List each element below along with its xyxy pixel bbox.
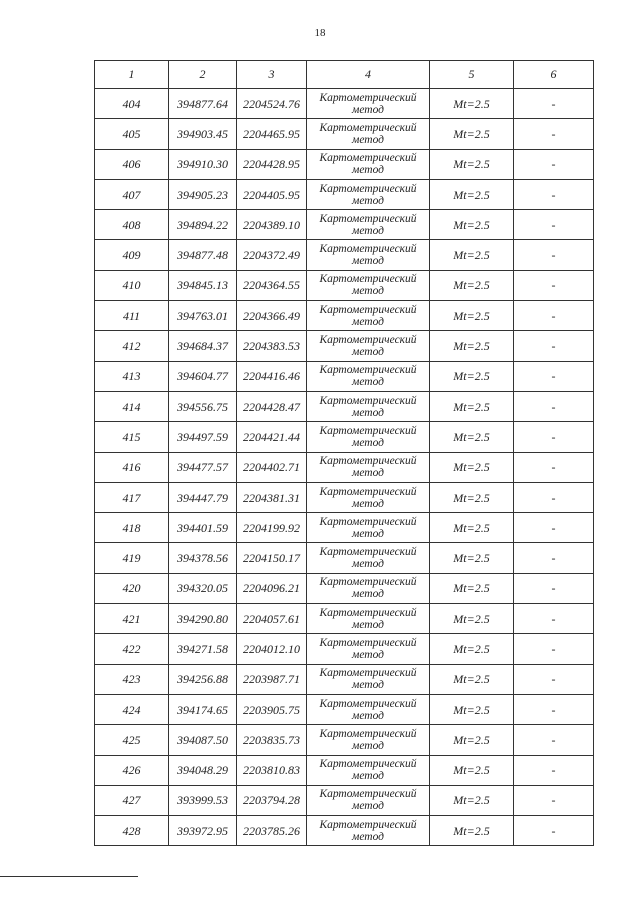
cell-point-number: 413	[95, 361, 169, 391]
method-line-1: Картометрический	[319, 212, 417, 225]
cell-note: -	[514, 482, 594, 512]
cell-accuracy: Mt=2.5	[430, 452, 514, 482]
cell-method	[307, 210, 430, 240]
cell-point-number: 406	[95, 149, 169, 179]
table-row	[95, 725, 594, 755]
cell-y: 2204416.46	[237, 361, 307, 391]
table-row	[95, 240, 594, 270]
cell-y: 2204012.10	[237, 634, 307, 664]
cell-method	[307, 422, 430, 452]
cell-note: -	[514, 543, 594, 573]
method-line-2: метод	[351, 709, 384, 722]
table-row	[95, 179, 594, 209]
footnote-rule	[0, 876, 138, 877]
cell-accuracy: Mt=2.5	[430, 725, 514, 755]
table-row	[95, 210, 594, 240]
cell-accuracy: Mt=2.5	[430, 664, 514, 694]
method-line-1: Картометрический	[319, 515, 417, 528]
method-line-2: метод	[351, 255, 384, 268]
cell-point-number: 414	[95, 391, 169, 421]
cell-point-number: 417	[95, 482, 169, 512]
cell-point-number: 422	[95, 634, 169, 664]
cell-point-number: 408	[95, 210, 169, 240]
cell-accuracy: Mt=2.5	[430, 694, 514, 724]
cell-method	[307, 331, 430, 361]
method-line-2: метод	[351, 648, 384, 661]
cell-y: 2204428.47	[237, 391, 307, 421]
cell-x: 394845.13	[169, 270, 237, 300]
cell-x: 394894.22	[169, 210, 237, 240]
cell-y: 2204383.53	[237, 331, 307, 361]
method-line-1: Картометрический	[319, 91, 417, 104]
header-row	[95, 61, 594, 89]
cell-x: 394877.64	[169, 89, 237, 119]
method-line-2: метод	[351, 436, 384, 449]
cell-note: -	[514, 240, 594, 270]
cell-accuracy: Mt=2.5	[430, 755, 514, 785]
cell-x: 394174.65	[169, 694, 237, 724]
method-line-1: Картометрический	[319, 485, 417, 498]
cell-note: -	[514, 573, 594, 603]
table-row	[95, 452, 594, 482]
method-line-2: метод	[351, 224, 384, 237]
coordinates-table	[94, 60, 594, 846]
method-line-1: Картометрический	[319, 788, 417, 801]
cell-accuracy: Mt=2.5	[430, 149, 514, 179]
cell-method	[307, 301, 430, 331]
cell-note: -	[514, 301, 594, 331]
cell-note: -	[514, 270, 594, 300]
cell-y: 2204096.21	[237, 573, 307, 603]
method-line-2: метод	[351, 194, 384, 207]
table-row	[95, 270, 594, 300]
cell-y: 2204364.55	[237, 270, 307, 300]
method-line-2: метод	[351, 103, 384, 116]
cell-method	[307, 391, 430, 421]
method-line-1: Картометрический	[319, 334, 417, 347]
cell-note: -	[514, 210, 594, 240]
cell-y: 2203835.73	[237, 725, 307, 755]
cell-accuracy: Mt=2.5	[430, 361, 514, 391]
method-line-1: Картометрический	[319, 758, 417, 771]
cell-accuracy: Mt=2.5	[430, 391, 514, 421]
col-header-method: 4	[307, 61, 430, 89]
cell-note: -	[514, 513, 594, 543]
cell-method	[307, 119, 430, 149]
method-line-1: Картометрический	[319, 727, 417, 740]
method-line-2: метод	[351, 618, 384, 631]
cell-method	[307, 240, 430, 270]
cell-accuracy: Mt=2.5	[430, 543, 514, 573]
cell-note: -	[514, 604, 594, 634]
cell-x: 394477.57	[169, 452, 237, 482]
cell-note: -	[514, 634, 594, 664]
cell-point-number: 415	[95, 422, 169, 452]
cell-method	[307, 664, 430, 694]
cell-accuracy: Mt=2.5	[430, 119, 514, 149]
table-body	[95, 89, 594, 846]
cell-point-number: 428	[95, 816, 169, 846]
cell-note: -	[514, 391, 594, 421]
method-line-1: Картометрический	[319, 152, 417, 165]
cell-method	[307, 452, 430, 482]
cell-point-number: 424	[95, 694, 169, 724]
cell-y: 2203785.26	[237, 816, 307, 846]
cell-y: 2203810.83	[237, 755, 307, 785]
cell-method	[307, 361, 430, 391]
col-header-note: 6	[514, 61, 594, 89]
cell-accuracy: Mt=2.5	[430, 634, 514, 664]
cell-accuracy: Mt=2.5	[430, 785, 514, 815]
cell-note: -	[514, 179, 594, 209]
cell-note: -	[514, 755, 594, 785]
method-line-1: Картометрический	[319, 121, 417, 134]
col-header-x: 2	[169, 61, 237, 89]
method-line-1: Картометрический	[319, 424, 417, 437]
method-line-1: Картометрический	[319, 303, 417, 316]
cell-method	[307, 179, 430, 209]
cell-point-number: 405	[95, 119, 169, 149]
cell-point-number: 423	[95, 664, 169, 694]
method-line-2: метод	[351, 739, 384, 752]
cell-x: 394087.50	[169, 725, 237, 755]
cell-x: 394256.88	[169, 664, 237, 694]
method-line-2: метод	[351, 770, 384, 783]
cell-note: -	[514, 664, 594, 694]
cell-note: -	[514, 785, 594, 815]
cell-x: 394048.29	[169, 755, 237, 785]
method-line-2: метод	[351, 285, 384, 298]
cell-y: 2204421.44	[237, 422, 307, 452]
cell-x: 394320.05	[169, 573, 237, 603]
method-line-2: метод	[351, 315, 384, 328]
method-line-1: Картометрический	[319, 364, 417, 377]
table-row	[95, 331, 594, 361]
cell-note: -	[514, 331, 594, 361]
table-row	[95, 391, 594, 421]
cell-method	[307, 634, 430, 664]
cell-y: 2204381.31	[237, 482, 307, 512]
cell-method	[307, 543, 430, 573]
cell-note: -	[514, 119, 594, 149]
cell-method	[307, 482, 430, 512]
cell-method	[307, 513, 430, 543]
cell-point-number: 425	[95, 725, 169, 755]
cell-y: 2204199.92	[237, 513, 307, 543]
method-line-2: метод	[351, 588, 384, 601]
cell-point-number: 421	[95, 604, 169, 634]
cell-note: -	[514, 361, 594, 391]
cell-x: 394877.48	[169, 240, 237, 270]
cell-accuracy: Mt=2.5	[430, 179, 514, 209]
col-header-y: 3	[237, 61, 307, 89]
cell-y: 2204150.17	[237, 543, 307, 573]
cell-note: -	[514, 452, 594, 482]
cell-point-number: 411	[95, 301, 169, 331]
method-line-2: метод	[351, 406, 384, 419]
cell-y: 2204372.49	[237, 240, 307, 270]
cell-accuracy: Mt=2.5	[430, 89, 514, 119]
cell-x: 394763.01	[169, 301, 237, 331]
cell-accuracy: Mt=2.5	[430, 422, 514, 452]
cell-x: 394556.75	[169, 391, 237, 421]
cell-x: 394290.80	[169, 604, 237, 634]
table-row	[95, 482, 594, 512]
table-row	[95, 604, 594, 634]
table-row	[95, 543, 594, 573]
cell-y: 2204389.10	[237, 210, 307, 240]
cell-point-number: 420	[95, 573, 169, 603]
cell-accuracy: Mt=2.5	[430, 210, 514, 240]
cell-point-number: 409	[95, 240, 169, 270]
cell-method	[307, 573, 430, 603]
method-line-1: Картометрический	[319, 606, 417, 619]
cell-point-number: 418	[95, 513, 169, 543]
cell-note: -	[514, 725, 594, 755]
cell-accuracy: Mt=2.5	[430, 270, 514, 300]
method-line-1: Картометрический	[319, 546, 417, 559]
cell-x: 394271.58	[169, 634, 237, 664]
cell-y: 2204366.49	[237, 301, 307, 331]
page-number: 18	[314, 27, 326, 39]
method-line-1: Картометрический	[319, 394, 417, 407]
cell-note: -	[514, 816, 594, 846]
method-line-1: Картометрический	[319, 182, 417, 195]
cell-x: 394604.77	[169, 361, 237, 391]
cell-method	[307, 694, 430, 724]
cell-x: 394447.79	[169, 482, 237, 512]
cell-note: -	[514, 422, 594, 452]
table-row	[95, 361, 594, 391]
cell-y: 2204524.76	[237, 89, 307, 119]
cell-point-number: 427	[95, 785, 169, 815]
method-line-2: метод	[351, 800, 384, 813]
table-row	[95, 301, 594, 331]
method-line-2: метод	[351, 497, 384, 510]
cell-x: 394905.23	[169, 179, 237, 209]
cell-x: 394378.56	[169, 543, 237, 573]
method-line-2: метод	[351, 558, 384, 571]
cell-y: 2204428.95	[237, 149, 307, 179]
method-line-2: метод	[351, 830, 384, 843]
table-row	[95, 573, 594, 603]
cell-method	[307, 604, 430, 634]
method-line-1: Картометрический	[319, 243, 417, 256]
col-header-accuracy: 5	[430, 61, 514, 89]
cell-point-number: 426	[95, 755, 169, 785]
method-line-1: Картометрический	[319, 636, 417, 649]
cell-y: 2203794.28	[237, 785, 307, 815]
cell-point-number: 407	[95, 179, 169, 209]
table-row	[95, 634, 594, 664]
method-line-2: метод	[351, 376, 384, 389]
cell-method	[307, 816, 430, 846]
cell-accuracy: Mt=2.5	[430, 301, 514, 331]
cell-x: 394903.45	[169, 119, 237, 149]
cell-note: -	[514, 89, 594, 119]
cell-point-number: 410	[95, 270, 169, 300]
table-row	[95, 119, 594, 149]
cell-accuracy: Mt=2.5	[430, 573, 514, 603]
cell-y: 2203905.75	[237, 694, 307, 724]
cell-x: 394401.59	[169, 513, 237, 543]
cell-accuracy: Mt=2.5	[430, 482, 514, 512]
method-line-1: Картометрический	[319, 697, 417, 710]
table-row	[95, 694, 594, 724]
cell-accuracy: Mt=2.5	[430, 331, 514, 361]
method-line-2: метод	[351, 164, 384, 177]
cell-x: 394910.30	[169, 149, 237, 179]
cell-y: 2203987.71	[237, 664, 307, 694]
table-row	[95, 785, 594, 815]
cell-point-number: 419	[95, 543, 169, 573]
cell-x: 393999.53	[169, 785, 237, 815]
cell-y: 2204465.95	[237, 119, 307, 149]
table-row	[95, 755, 594, 785]
method-line-2: метод	[351, 527, 384, 540]
cell-method	[307, 149, 430, 179]
cell-y: 2204057.61	[237, 604, 307, 634]
cell-point-number: 416	[95, 452, 169, 482]
cell-method	[307, 89, 430, 119]
table-row	[95, 89, 594, 119]
method-line-1: Картометрический	[319, 455, 417, 468]
cell-method	[307, 725, 430, 755]
cell-note: -	[514, 694, 594, 724]
table-row	[95, 149, 594, 179]
cell-y: 2204405.95	[237, 179, 307, 209]
cell-x: 394497.59	[169, 422, 237, 452]
cell-method	[307, 755, 430, 785]
cell-accuracy: Mt=2.5	[430, 240, 514, 270]
method-line-2: метод	[351, 133, 384, 146]
cell-point-number: 412	[95, 331, 169, 361]
table-row	[95, 513, 594, 543]
cell-note: -	[514, 149, 594, 179]
method-line-1: Картометрический	[319, 818, 417, 831]
table-row	[95, 422, 594, 452]
table-row	[95, 816, 594, 846]
cell-x: 393972.95	[169, 816, 237, 846]
cell-point-number: 404	[95, 89, 169, 119]
method-line-1: Картометрический	[319, 667, 417, 680]
cell-method	[307, 785, 430, 815]
method-line-1: Картометрический	[319, 273, 417, 286]
table-row	[95, 664, 594, 694]
method-line-2: метод	[351, 346, 384, 359]
cell-x: 394684.37	[169, 331, 237, 361]
method-line-1: Картометрический	[319, 576, 417, 589]
cell-y: 2204402.71	[237, 452, 307, 482]
cell-accuracy: Mt=2.5	[430, 816, 514, 846]
cell-accuracy: Mt=2.5	[430, 604, 514, 634]
method-line-2: метод	[351, 467, 384, 480]
col-header-point-number: 1	[95, 61, 169, 89]
cell-method	[307, 270, 430, 300]
cell-accuracy: Mt=2.5	[430, 513, 514, 543]
method-line-2: метод	[351, 679, 384, 692]
